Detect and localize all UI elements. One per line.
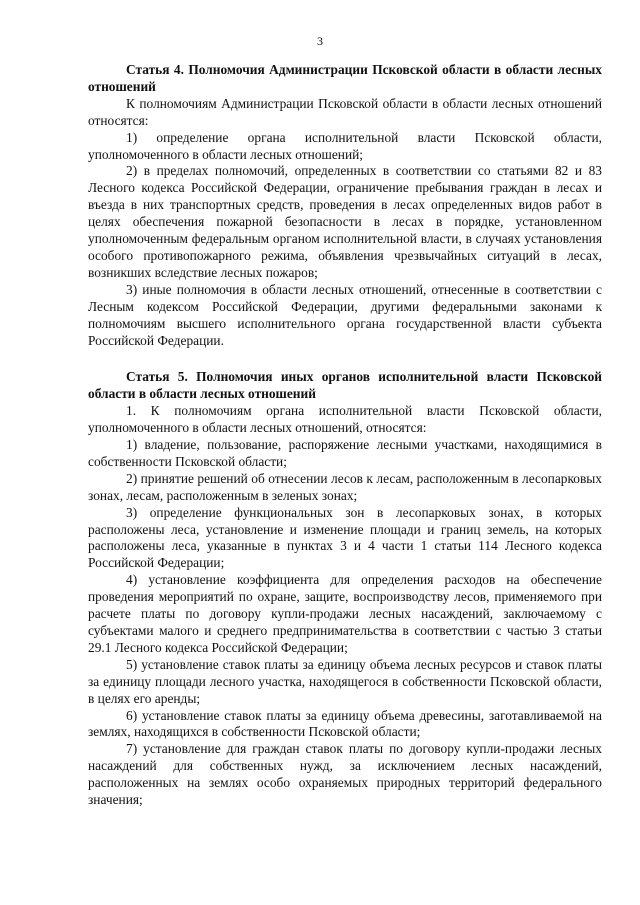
article-4-item-1: 1) определение органа исполнительной власти Псковской области, уполномоченного в области лесных отношений; (88, 129, 602, 162)
article-5-item-2: 2) принятие решений об отнесении лесов к лесам, расположенным в лесопарковых зонах, лесам, расположенным в зеленых зонах; (88, 470, 602, 503)
article-5-item-1: 1) владение, пользование, распоряжение лесными участками, находящимися в собственности Псковской области; (88, 437, 602, 469)
article-5-intro: 1. К полномочиям органа исполнительной власти Псковской области, уполномоченного в области лесных отношений, относятся: (88, 403, 602, 436)
article-4-title: Статья 4. Полномочия Администрации Псковской области в области лесных отношений (88, 62, 602, 94)
section-spacer (88, 349, 602, 369)
article-5-item-6: 6) установление ставок платы за единицу объема древесины, заготавливаемой на землях, находящихся в собственности Псковской области; (88, 707, 602, 740)
page-number: 3 (317, 34, 323, 48)
article-5-item-4: 4) установление коэффициента для определения расходов на обеспечение проведения мероприятий по охране, защите, воспроизводству лесов, применяемого при расчете платы по договору купли-продажи лесных насаждений, заключаемому с субъектами малого и среднего предпринимательства в соответствии с частью 3 статьи 29.1 Лесного кодекса Российской Федерации; (88, 572, 602, 655)
article-4-item-2: 2) в пределах полномочий, определенных в соответствии со статьями 82 и 83 Лесного кодекса Российской Федерации, ограничение пребывания граждан в лесах и въезда в них транспортных средств, проведения в лесах определенных видов работ в целях обеспечения пожарной безопасности в лесах в порядке, установленном уполномоченным федеральным органом исполнительной власти, в случаях установления особого противопожарного режима, объявления чрезвычайных ситуаций в лесах, возникших вследствие лесных пожаров; (88, 163, 602, 280)
article-4-item-3: 3) иные полномочия в области лесных отношений, отнесенные в соответствии с Лесным кодексом Российской Федерации, другими федеральными законами к полномочиям высшего исполнительного органа государственной власти субъекта Российской Федерации. (88, 281, 602, 348)
article-4-intro: К полномочиям Администрации Псковской области в области лесных отношений относятся: (88, 95, 602, 128)
article-5-item-5: 5) установление ставок платы за единицу объема лесных ресурсов и ставок платы за единицу площади лесного участка, находящегося в собственности Псковской области, в целях его аренды; (88, 656, 602, 706)
article-5-item-3: 3) определение функциональных зон в лесопарковых зонах, в которых расположены леса, установление и изменение площади и границ земель, на которых расположены леса, указанные в пунктах 3 и 4 части 1 статьи 114 Лесного кодекса Российской Федерации; (88, 504, 602, 571)
article-5-title: Статья 5. Полномочия иных органов исполнительной власти Псковской области в области лесных отношений (88, 369, 602, 402)
document-body (88, 62, 602, 809)
article-5-item-7: 7) установление для граждан ставок платы по договору купли-продажи лесных насаждений для собственных нужд, за исключением лесных насаждений, расположенных на землях особо охраняемых природных территорий федерального значения; (88, 741, 602, 808)
